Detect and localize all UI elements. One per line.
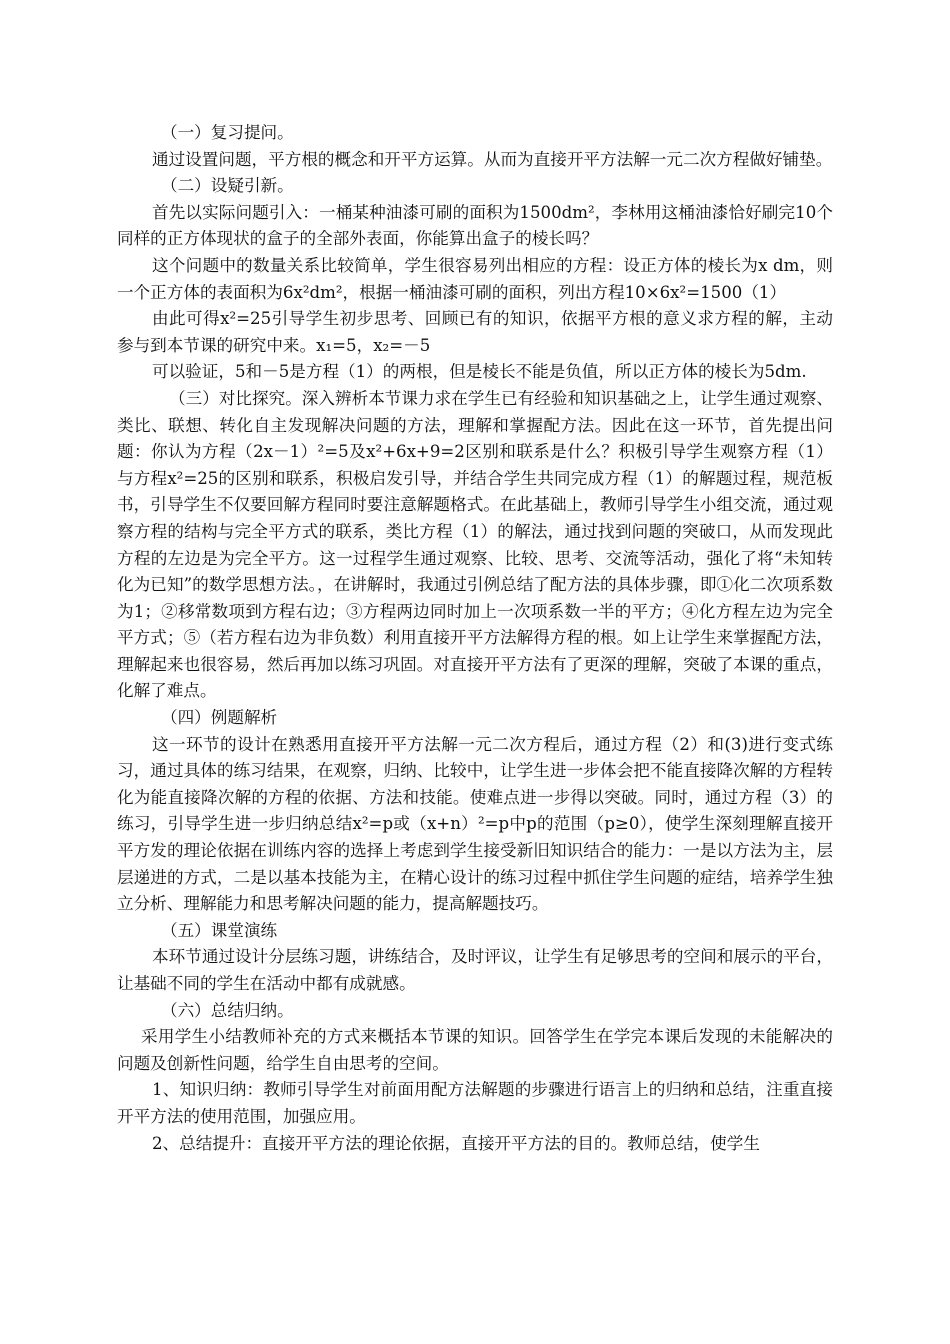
section-heading-examples: （四）例题解析 [161, 708, 278, 728]
section-heading-summary: （六）总结归纳。 [161, 1000, 294, 1020]
paragraph-review: 通过设置问题，平方根的概念和开平方运算。从而为直接开平方法解一元二次方程做好铺垫。 [152, 149, 833, 169]
paragraph-equation-setup: 这个问题中的数量关系比较简单，学生很容易列出相应的方程：设正方体的棱长为x dm，则一个正方体的表面积为6x²dm²，根据一桶油漆可刷的面积，列出方程10×6x²=1500（1） [117, 255, 833, 302]
paragraph-summary-improve: 2、总结提升：直接开平方法的理论依据，直接开平方法的目的。教师总结，使学生 [152, 1133, 760, 1153]
paragraph-summary: 采用学生小结教师补充的方式来概括本节课的知识。回答学生在学完本课后发现的未能解决的问题及创新性问题，给学生自由思考的空间。 [117, 1027, 833, 1073]
paragraph-examples: 这一环节的设计在熟悉用直接开平方法解一元二次方程后，通过方程（2）和(3)进行变式练习，通过具体的练习结果，在观察，归纳、比较中，让学生进一步体会把不能直接降次解的方程转化为能直接降次解的方程的依据、方法和技能。使难点进一步得以突破。同时，通过方程（3）的练习，引导学生进一步归纳总结x²=p或（x+n）²=p中p的范围（p≥0），使学生深刻理解直接开平方发的理论依据在训练内容的选择上考虑到学生接受新旧知识结合的能力：一是以方法为主，层层递进的方式，二是以基本技能为主，在精心设计的练习过程中抓住学生问题的症结，培养学生独立分析、理解能力和思考解决问题的能力，提高解题技巧。 [117, 734, 833, 914]
document-body [117, 120, 833, 1157]
section-heading-introduce: （二）设疑引新。 [161, 176, 294, 196]
paragraph-solution: 由此可得x²=25引导学生初步思考、回顾已有的知识，依据平方根的意义求方程的解，主动参与到本节课的研究中来。x₁=5，x₂=－5 [117, 309, 833, 355]
paragraph-problem: 首先以实际问题引入：一桶某种油漆可刷的面积为1500dm²，李林用这桶油漆恰好刷完10个同样的正方体现状的盒子的全部外表面，你能算出盒子的棱长吗？ [117, 202, 833, 249]
paragraph-verification: 可以验证，5和－5是方程（1）的两根，但是棱长不能是负值，所以正方体的棱长为5dm. [152, 362, 807, 382]
paragraph-knowledge-summary: 1、知识归纳：教师引导学生对前面用配方法解题的步骤进行语言上的归纳和总结，注重直接开平方法的使用范围，加强应用。 [117, 1080, 833, 1126]
section-heading-practice: （五）课堂演练 [161, 920, 278, 940]
section-heading-review: （一）复习提问。 [161, 123, 294, 142]
paragraph-practice: 本环节通过设计分层练习题，讲练结合，及时评议，让学生有足够思考的空间和展示的平台，让基础不同的学生在活动中都有成就感。 [117, 947, 833, 993]
paragraph-explore: （三）对比探究。深入辨析本节课力求在学生已有经验和知识基础之上，让学生通过观察、类比、联想、转化自主发现解决问题的方法，理解和掌握配方法。因此在这一环节，首先提出问题：你认为方程（2x－1）²=5及x²+6x+9=2区别和联系是什么？积极引导学生观察方程（1）与方程x²=25的区别和联系，积极启发引导，并结合学生共同完成方程（1）的解题过程，规范板书，引导学生不仅要回解方程同时要注意解题格式。在此基础上，教师引导学生小组交流，通过观察方程的结构与完全平方式的联系，类比方程（1）的解法，通过找到问题的突破口，从而发现此方程的左边是为完全平方。这一过程学生通过观察、比较、思考、交流等活动，强化了将“未知转化为已知”的数学思想方法。，在讲解时，我通过引例总结了配方法的具体步骤，即①化二次项系数为1；②移常数项到方程右边；③方程两边同时加上一次项系数一半的平方；④化方程左边为完全平方式；⑤（若方程右边为非负数）利用直接开平方法解得方程的根。如上让学生来掌握配方法，理解起来也很容易，然后再加以练习巩固。对直接开平方法有了更深的理解，突破了本课的重点，化解了难点。 [117, 388, 833, 701]
